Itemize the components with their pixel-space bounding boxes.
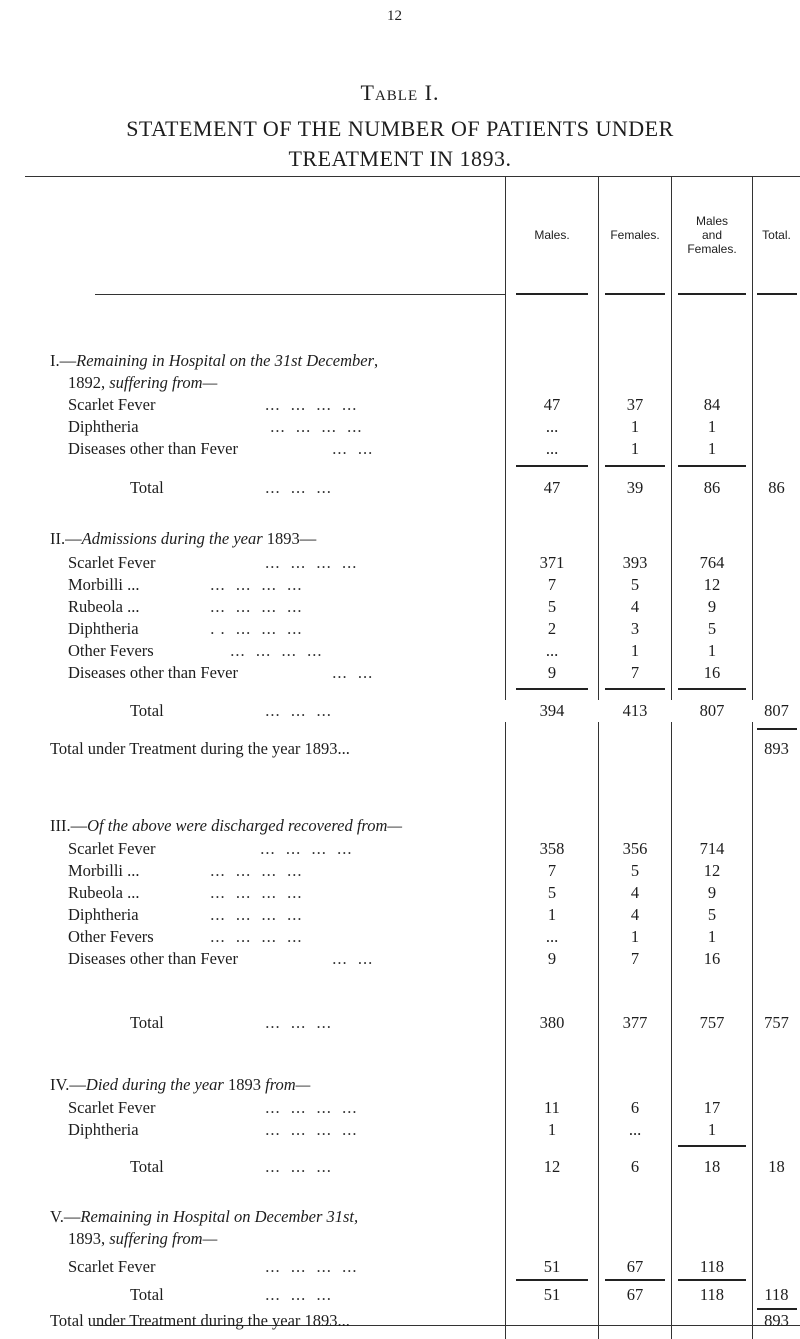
table-row: Diseases other than Fever ... ... 9 7 16 [68, 949, 721, 968]
section4-heading: IV.—Died during the year 1893 from— [50, 1075, 311, 1094]
subtotal-rule [678, 1279, 746, 1281]
table-row: Other Fevers ... ... ... ... ... 1 1 [68, 641, 717, 660]
total-row: Total ... ... ... 51 67 118 118 [130, 1285, 789, 1304]
table-row: Morbilli ... ... ... ... ... 7 5 12 [68, 575, 721, 594]
subtotal-rule [605, 688, 665, 690]
table-row: Diphtheria ... ... ... ... ... 1 1 [68, 417, 717, 436]
total-row: Total ... ... ... 394 413 807 807 [0, 700, 800, 722]
col-header-males: Males. [534, 228, 570, 242]
header-bottom-border [95, 294, 505, 295]
table-row: Diphtheria ... ... ... ... 1 ... 1 [68, 1120, 717, 1139]
section3-heading: III.—Of the above were discharged recovered from— [50, 816, 403, 835]
table-row: Scarlet Fever ... ... ... ... 51 67 118 [68, 1257, 725, 1276]
table-row: Scarlet Fever ... ... ... ... 358 356 714 [68, 839, 725, 858]
under-treatment-row: Total under Treatment during the year 1893... 893 [50, 1311, 789, 1330]
table-row: Other Fevers ... ... ... ... ... 1 1 [68, 927, 717, 946]
section1-heading-line2: 1892, suffering from— [68, 373, 218, 392]
col-header-total: Total. [762, 228, 791, 242]
col-header-males-and-females: Males and Females. [687, 214, 737, 256]
grand-total-rule [757, 728, 797, 730]
subtotal-rule [605, 465, 665, 467]
subtotal-rule [516, 1279, 588, 1281]
table-row: Morbilli ... ... ... ... ... 7 5 12 [68, 861, 721, 880]
subtotal-rule [678, 688, 746, 690]
section5-heading: V.—Remaining in Hospital on December 31st, [50, 1207, 359, 1226]
page-number: 12 [387, 8, 402, 24]
table-row: Scarlet Fever ... ... ... ... 47 37 84 [68, 395, 721, 414]
heading-line1: STATEMENT OF THE NUMBER OF PATIENTS UNDER [126, 116, 674, 141]
table-row: Diseases other than Fever ... ... ... 1 1 [68, 439, 717, 458]
table-row: Scarlet Fever ... ... ... ... 11 6 17 [68, 1098, 721, 1117]
total-row: Total ... ... ... 380 377 757 757 [130, 1013, 789, 1032]
section2-heading: II.—Admissions during the year 1893— [50, 529, 317, 548]
subtotal-rule [605, 1279, 665, 1281]
table-row: Diphtheria ... ... ... ... 1 4 5 [68, 905, 717, 924]
table-row: Diseases other than Fever ... ... 9 7 16 [68, 663, 721, 682]
col-header-females: Females. [610, 228, 660, 242]
section1-heading: I.—Remaining in Hospital on the 31st December, [50, 351, 379, 370]
section5-heading-line2: 1893, suffering from— [68, 1229, 218, 1248]
table-row: Rubeola ... ... ... ... ... 5 4 9 [68, 883, 717, 902]
subtotal-rule [678, 465, 746, 467]
total-row: Total ... ... ... 47 39 86 86 [130, 478, 785, 497]
table-row: Diphtheria . . ... ... ... 2 3 5 [68, 619, 717, 638]
subtotal-rule [516, 688, 588, 690]
total-row: Total ... ... ... 12 6 18 18 [130, 1157, 785, 1176]
heading-line2: TREATMENT IN 1893. [288, 146, 512, 171]
subtotal-rule [678, 1145, 746, 1147]
under-treatment-row: Total under Treatment during the year 1893... 893 [50, 739, 789, 758]
table-title: Table I. [360, 80, 440, 105]
subtotal-rule [516, 465, 588, 467]
table-row: Rubeola ... ... ... ... ... 5 4 9 [68, 597, 717, 616]
table-row: Scarlet Fever ... ... ... ... 371 393 764 [68, 553, 725, 572]
